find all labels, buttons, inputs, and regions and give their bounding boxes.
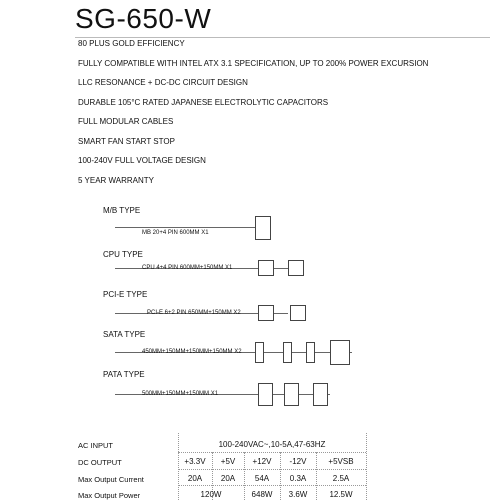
rail-voltage: -12V (289, 457, 307, 466)
cpu-connector-icon (288, 260, 304, 276)
pcie-cable-desc: PCI-E 6+2 PIN 650MM+150MM X2 (147, 310, 241, 316)
table-divider (366, 433, 367, 500)
mb-type-label: M/B TYPE (103, 206, 141, 215)
sata-connector-icon (255, 342, 264, 363)
feature-item: FULLY COMPATIBLE WITH INTEL ATX 3.1 SPECIFICATION, UP TO 200% POWER EXCURSION (78, 58, 429, 68)
rail-power: 3.6W (288, 490, 308, 499)
feature-item: FULL MODULAR CABLES (78, 117, 174, 126)
ac-input-value: 100-240VAC~,10-5A,47-63HZ (218, 440, 326, 449)
table-divider (178, 485, 366, 486)
table-divider (178, 452, 366, 453)
feature-item: 80 PLUS GOLD EFFICIENCY (78, 39, 185, 48)
mb-24pin-connector-icon (255, 216, 271, 240)
feature-item: 5 YEAR WARRANTY (78, 175, 155, 185)
rail-power: 12.5W (329, 490, 353, 499)
rail-voltage: +5VSB (328, 457, 354, 466)
table-divider (178, 469, 366, 470)
sata-type-label: SATA TYPE (103, 330, 146, 339)
feature-list (78, 40, 428, 196)
product-title: SG-650-W (75, 3, 212, 34)
cpu-connector-icon (258, 260, 274, 276)
rail-current: 20A (220, 474, 236, 483)
rail-current: 2.5A (332, 474, 350, 483)
pcie-type-label: PCI-E TYPE (103, 290, 148, 299)
pata-connector-icon (284, 383, 299, 406)
cpu-cable-wire (274, 268, 288, 269)
feature-item: LLC RESONANCE + DC-DC CIRCUIT DESIGN (78, 78, 248, 87)
sata-connector-icon (283, 342, 292, 363)
sata-connector-icon (306, 342, 315, 363)
pcie-cable-wire (274, 313, 288, 314)
pata-type-label: PATA TYPE (103, 370, 145, 379)
rail-voltage: +12V (252, 457, 272, 466)
rail-voltage: +3.3V (184, 457, 206, 466)
rail-power: 648W (251, 490, 273, 499)
pcie-connector-icon (290, 305, 306, 321)
title-divider (75, 37, 490, 38)
mb-cable-wire (115, 227, 255, 228)
cpu-cable-desc: CPU 4+4 PIN 600MM+150MM X1 (142, 265, 233, 271)
cpu-type-label: CPU TYPE (103, 250, 143, 259)
max-current-label: Max Output Current (78, 475, 144, 484)
rail-current: 20A (187, 474, 203, 483)
feature-item: DURABLE 105°C RATED JAPANESE ELECTROLYTIC CAPACITORS (78, 97, 329, 107)
pcie-connector-icon (258, 305, 274, 321)
ac-input-label: AC INPUT (78, 441, 114, 450)
rail-voltage: +5V (220, 457, 236, 466)
rail-current: 54A (254, 474, 270, 483)
dc-output-label: DC OUTPUT (78, 458, 122, 467)
feature-item: SMART FAN START STOP (78, 136, 175, 146)
pata-connector-icon (313, 383, 328, 406)
mb-cable-desc: MB 20+4 PIN 600MM X1 (142, 230, 209, 236)
rail-current: 0.3A (289, 474, 307, 483)
sata-connector-icon (330, 340, 350, 365)
feature-item: 100-240V FULL VOLTAGE DESIGN (78, 156, 206, 165)
rail-power: 120W (200, 490, 222, 499)
pata-connector-icon (258, 383, 273, 406)
pata-cable-desc: 500MM+150MM+150MM X1 (142, 391, 219, 397)
sata-cable-desc: 450MM+150MM+150MM+150MM X2 (142, 349, 242, 355)
max-power-label: Max Output Power (78, 491, 141, 500)
